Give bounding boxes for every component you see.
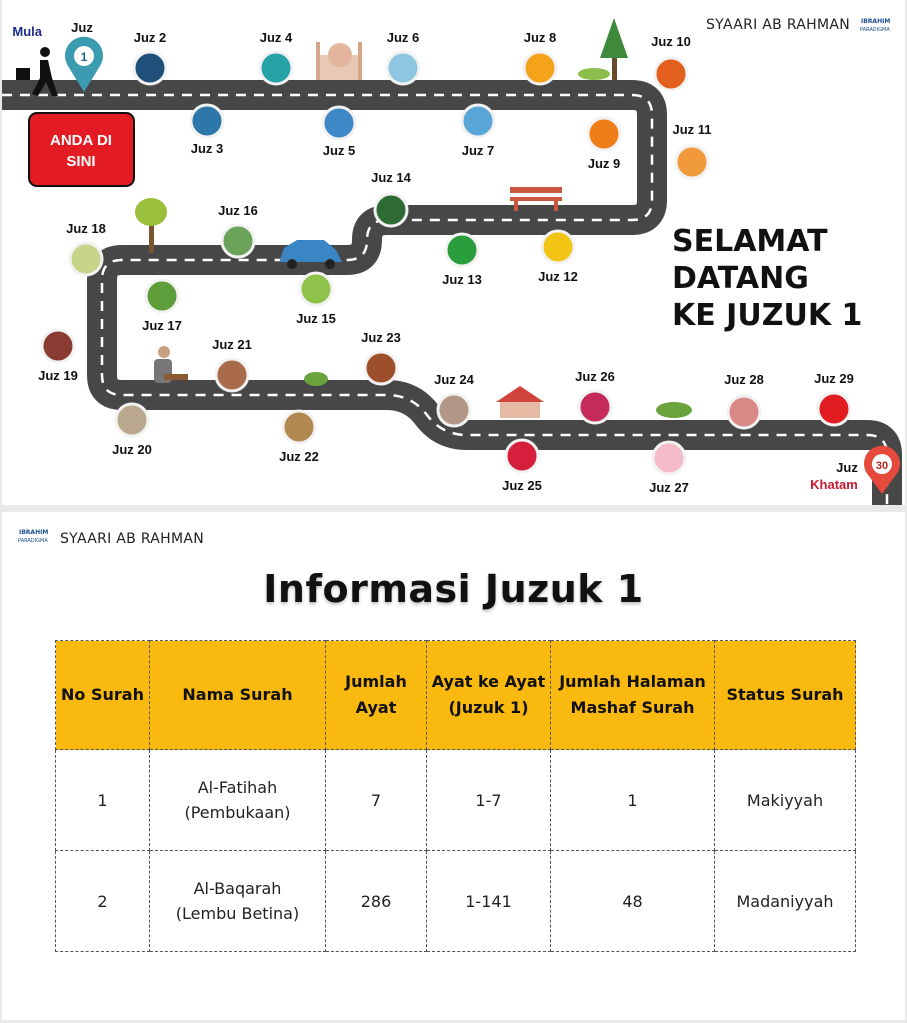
juz-19-label: Juz 19: [38, 368, 78, 383]
juz-8-label: Juz 8: [523, 30, 557, 45]
juz-13-label: Juz 13: [442, 272, 482, 287]
juz-12-label: Juz 12: [538, 269, 578, 284]
juz-27-icon: [653, 442, 685, 474]
juz-2-label: Juz 2: [133, 30, 167, 45]
juz-24-label: Juz 24: [434, 372, 474, 387]
juz-13-icon: [446, 234, 478, 266]
juz-14-icon: [375, 194, 407, 226]
roadmap-graphic: [2, 0, 905, 505]
house-icon: [496, 386, 544, 418]
tree-icon: [578, 18, 628, 80]
author-name: SYAARI AB RAHMAN: [60, 531, 205, 547]
cell-no: 2: [56, 851, 150, 952]
juz-7-label: Juz 7: [461, 143, 495, 158]
juz-20-label: Juz 20: [112, 442, 152, 457]
juz-16-icon: [222, 225, 254, 257]
juz-17-icon: [146, 280, 178, 312]
reader-person-icon: [154, 346, 188, 383]
juz-28-icon: [728, 396, 760, 428]
brand-logo: [858, 14, 892, 40]
surah-info-table: [55, 640, 856, 952]
surah-meaning: (Pembukaan): [184, 803, 291, 822]
juz-3-icon: [191, 105, 223, 137]
juz-14-label: Juz 14: [371, 170, 411, 185]
end-pin-number: 30: [875, 460, 889, 472]
you-are-here-line1: ANDA DI: [50, 132, 112, 149]
table-row: [56, 750, 856, 851]
juz-23-label: Juz 23: [361, 330, 401, 345]
juz-24-icon: [438, 394, 470, 426]
juz-19-icon: [42, 330, 74, 362]
col-header-nama-surah: Nama Surah: [150, 641, 326, 750]
juz-22-icon: [283, 411, 315, 443]
juz-5-label: Juz 5: [322, 143, 356, 158]
col-header-pages: Jumlah Halaman Mashaf Surah: [551, 641, 715, 750]
juz-11-label: Juz 11: [672, 122, 712, 137]
logo-line1: IBRAHIM: [861, 18, 891, 25]
welcome-line2: DATANG: [672, 261, 809, 296]
juz-15-icon: [300, 273, 332, 305]
cell-name: [150, 750, 326, 851]
you-are-here-line2: SINI: [66, 153, 96, 170]
juz-8-icon: [524, 52, 556, 84]
col-header-jumlah-ayat: Jumlah Ayat: [326, 641, 427, 750]
author-name: SYAARI AB RAHMAN: [706, 17, 851, 33]
juz-6-icon: [387, 52, 419, 84]
info-panel: [2, 512, 905, 1020]
bush-icon: [656, 402, 692, 418]
end-juz-label: Juz: [836, 460, 858, 475]
juz-3-label: Juz 3: [190, 141, 224, 156]
juz-22-label: Juz 22: [279, 449, 319, 464]
juz-26-label: Juz 26: [575, 369, 615, 384]
juz-17-label: Juz 17: [142, 318, 182, 333]
cell-name: [150, 851, 326, 952]
juz-18-label: Juz 18: [66, 221, 106, 236]
info-title: Informasi Juzuk 1: [263, 567, 644, 611]
tree-icon: [135, 198, 167, 253]
cell-range: 1-7: [427, 750, 551, 851]
juz-18-icon: [70, 243, 102, 275]
table-row: [56, 851, 856, 952]
cell-ayat: 7: [326, 750, 427, 851]
juz-11-icon: [676, 146, 708, 178]
juz-21-label: Juz 21: [212, 337, 252, 352]
juz-6-label: Juz 6: [386, 30, 420, 45]
juz-25-label: Juz 25: [502, 478, 542, 493]
juz-4-label: Juz 4: [259, 30, 293, 45]
juz-29-icon: [818, 393, 850, 425]
juz-27-label: Juz 27: [649, 480, 689, 495]
logo-line2: PARADIGMA: [860, 27, 890, 33]
col-header-no-surah: No Surah: [56, 641, 150, 750]
juz-5-icon: [323, 107, 355, 139]
juz-9-icon: [588, 118, 620, 150]
bush-icon: [304, 372, 328, 386]
juz-4-icon: [260, 52, 292, 84]
cell-ayat: 286: [326, 851, 427, 952]
logo-line1: IBRAHIM: [19, 529, 49, 536]
juz-7-icon: [462, 105, 494, 137]
end-label: Khatam: [810, 477, 858, 492]
start-label: Mula: [12, 24, 42, 39]
cell-no: 1: [56, 750, 150, 851]
juz-10-icon: [655, 58, 687, 90]
table-header-row: [56, 641, 856, 750]
roadmap-panel: [2, 0, 905, 505]
mosque-icon: [316, 42, 362, 80]
cell-status: Makiyyah: [715, 750, 856, 851]
cell-pages: 1: [551, 750, 715, 851]
juz-25-icon: [506, 440, 538, 472]
col-header-ayat-range: Ayat ke Ayat (Juzuk 1): [427, 641, 551, 750]
logo-line2: PARADIGMA: [18, 538, 48, 544]
cell-range: 1-141: [427, 851, 551, 952]
juz-20-icon: [116, 404, 148, 436]
surah-name: Al-Baqarah: [193, 879, 282, 898]
you-are-here-badge: [29, 113, 134, 186]
cell-pages: 48: [551, 851, 715, 952]
juz-28-label: Juz 28: [724, 372, 764, 387]
juz-29-label: Juz 29: [814, 371, 854, 386]
surah-meaning: (Lembu Betina): [175, 904, 300, 923]
cell-status: Madaniyyah: [715, 851, 856, 952]
col-header-status: Status Surah: [715, 641, 856, 750]
juz-16-label: Juz 16: [218, 203, 258, 218]
welcome-line3: KE JUZUK 1: [672, 298, 863, 333]
juz-2-icon: [134, 52, 166, 84]
juz-21-icon: [216, 359, 248, 391]
juz-12-icon: [542, 231, 574, 263]
juz-9-label: Juz 9: [587, 156, 621, 171]
juz-23-icon: [365, 352, 397, 384]
juz-15-label: Juz 15: [296, 311, 336, 326]
juz-26-icon: [579, 391, 611, 423]
surah-name: Al-Fatihah: [197, 778, 278, 797]
brand-logo: [16, 525, 50, 551]
start-juz-label: Juz: [71, 20, 93, 35]
juz-10-label: Juz 10: [651, 34, 691, 49]
start-pin-number: 1: [80, 50, 88, 64]
welcome-line1: SELAMAT: [672, 224, 828, 259]
